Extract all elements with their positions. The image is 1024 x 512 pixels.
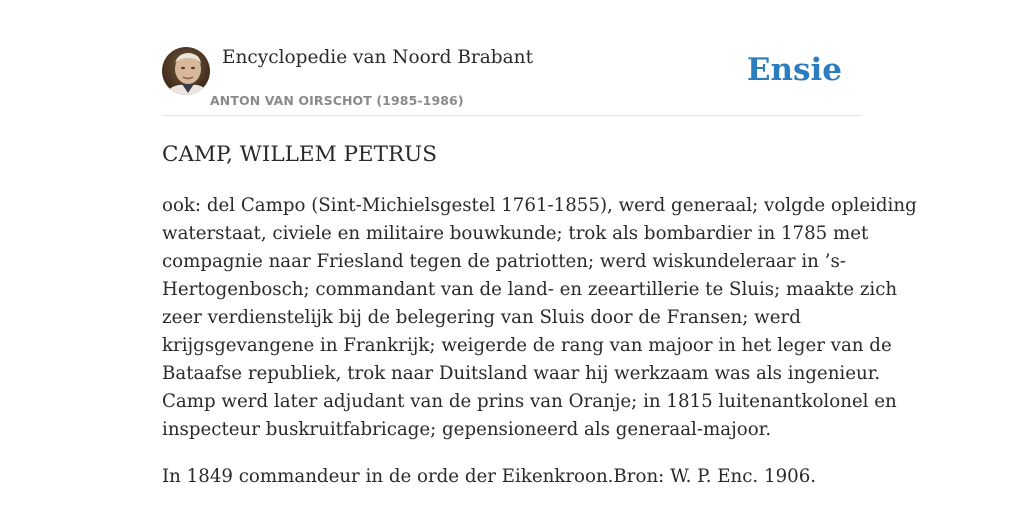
- author-portrait-icon: [162, 47, 210, 95]
- text-line: krijgsgevangene in Frankrijk; weigerde de rang van majoor in het leger van de: [162, 335, 892, 356]
- entry-title: CAMP, WILLEM PETRUS: [162, 142, 437, 167]
- author-avatar[interactable]: [162, 47, 210, 95]
- text-line: In 1849 commandeur in de orde der Eikenkroon.Bron: W. P. Enc. 1906.: [162, 466, 817, 487]
- text-line: ook: del Campo (Sint-Michielsgestel 1761-1855), werd generaal; volgde opleiding: [162, 195, 917, 216]
- author-name[interactable]: ANTON VAN OIRSCHOT (1985-1986): [210, 93, 464, 108]
- entry-paragraph-1: [162, 192, 917, 444]
- text-line: Hertogenbosch; commandant van de land- en zeeartillerie te Sluis; maakte zich: [162, 279, 898, 300]
- header: [162, 46, 862, 116]
- brand-logo[interactable]: Ensie: [746, 52, 842, 88]
- text-line: inspecteur buskruitfabricage; gepensioneerd als generaal-majoor.: [162, 419, 772, 440]
- entry-body: [162, 192, 917, 510]
- text-line: Bataafse republiek, trok naar Duitsland waar hij werkzaam was als ingenieur.: [162, 363, 881, 384]
- text-line: waterstaat, civiele en militaire bouwkunde; trok als bombardier in 1785 met: [162, 223, 869, 244]
- entry-paragraph-2: [162, 463, 872, 491]
- text-line: zeer verdienstelijk bij de belegering van Sluis door de Fransen; werd: [162, 307, 801, 328]
- text-line: Camp werd later adjudant van de prins van Oranje; in 1815 luitenantkolonel en: [162, 391, 897, 412]
- text-line: compagnie naar Friesland tegen de patriotten; werd wiskundeleraar in ’s-: [162, 251, 846, 272]
- book-title[interactable]: Encyclopedie van Noord Brabant: [222, 47, 534, 68]
